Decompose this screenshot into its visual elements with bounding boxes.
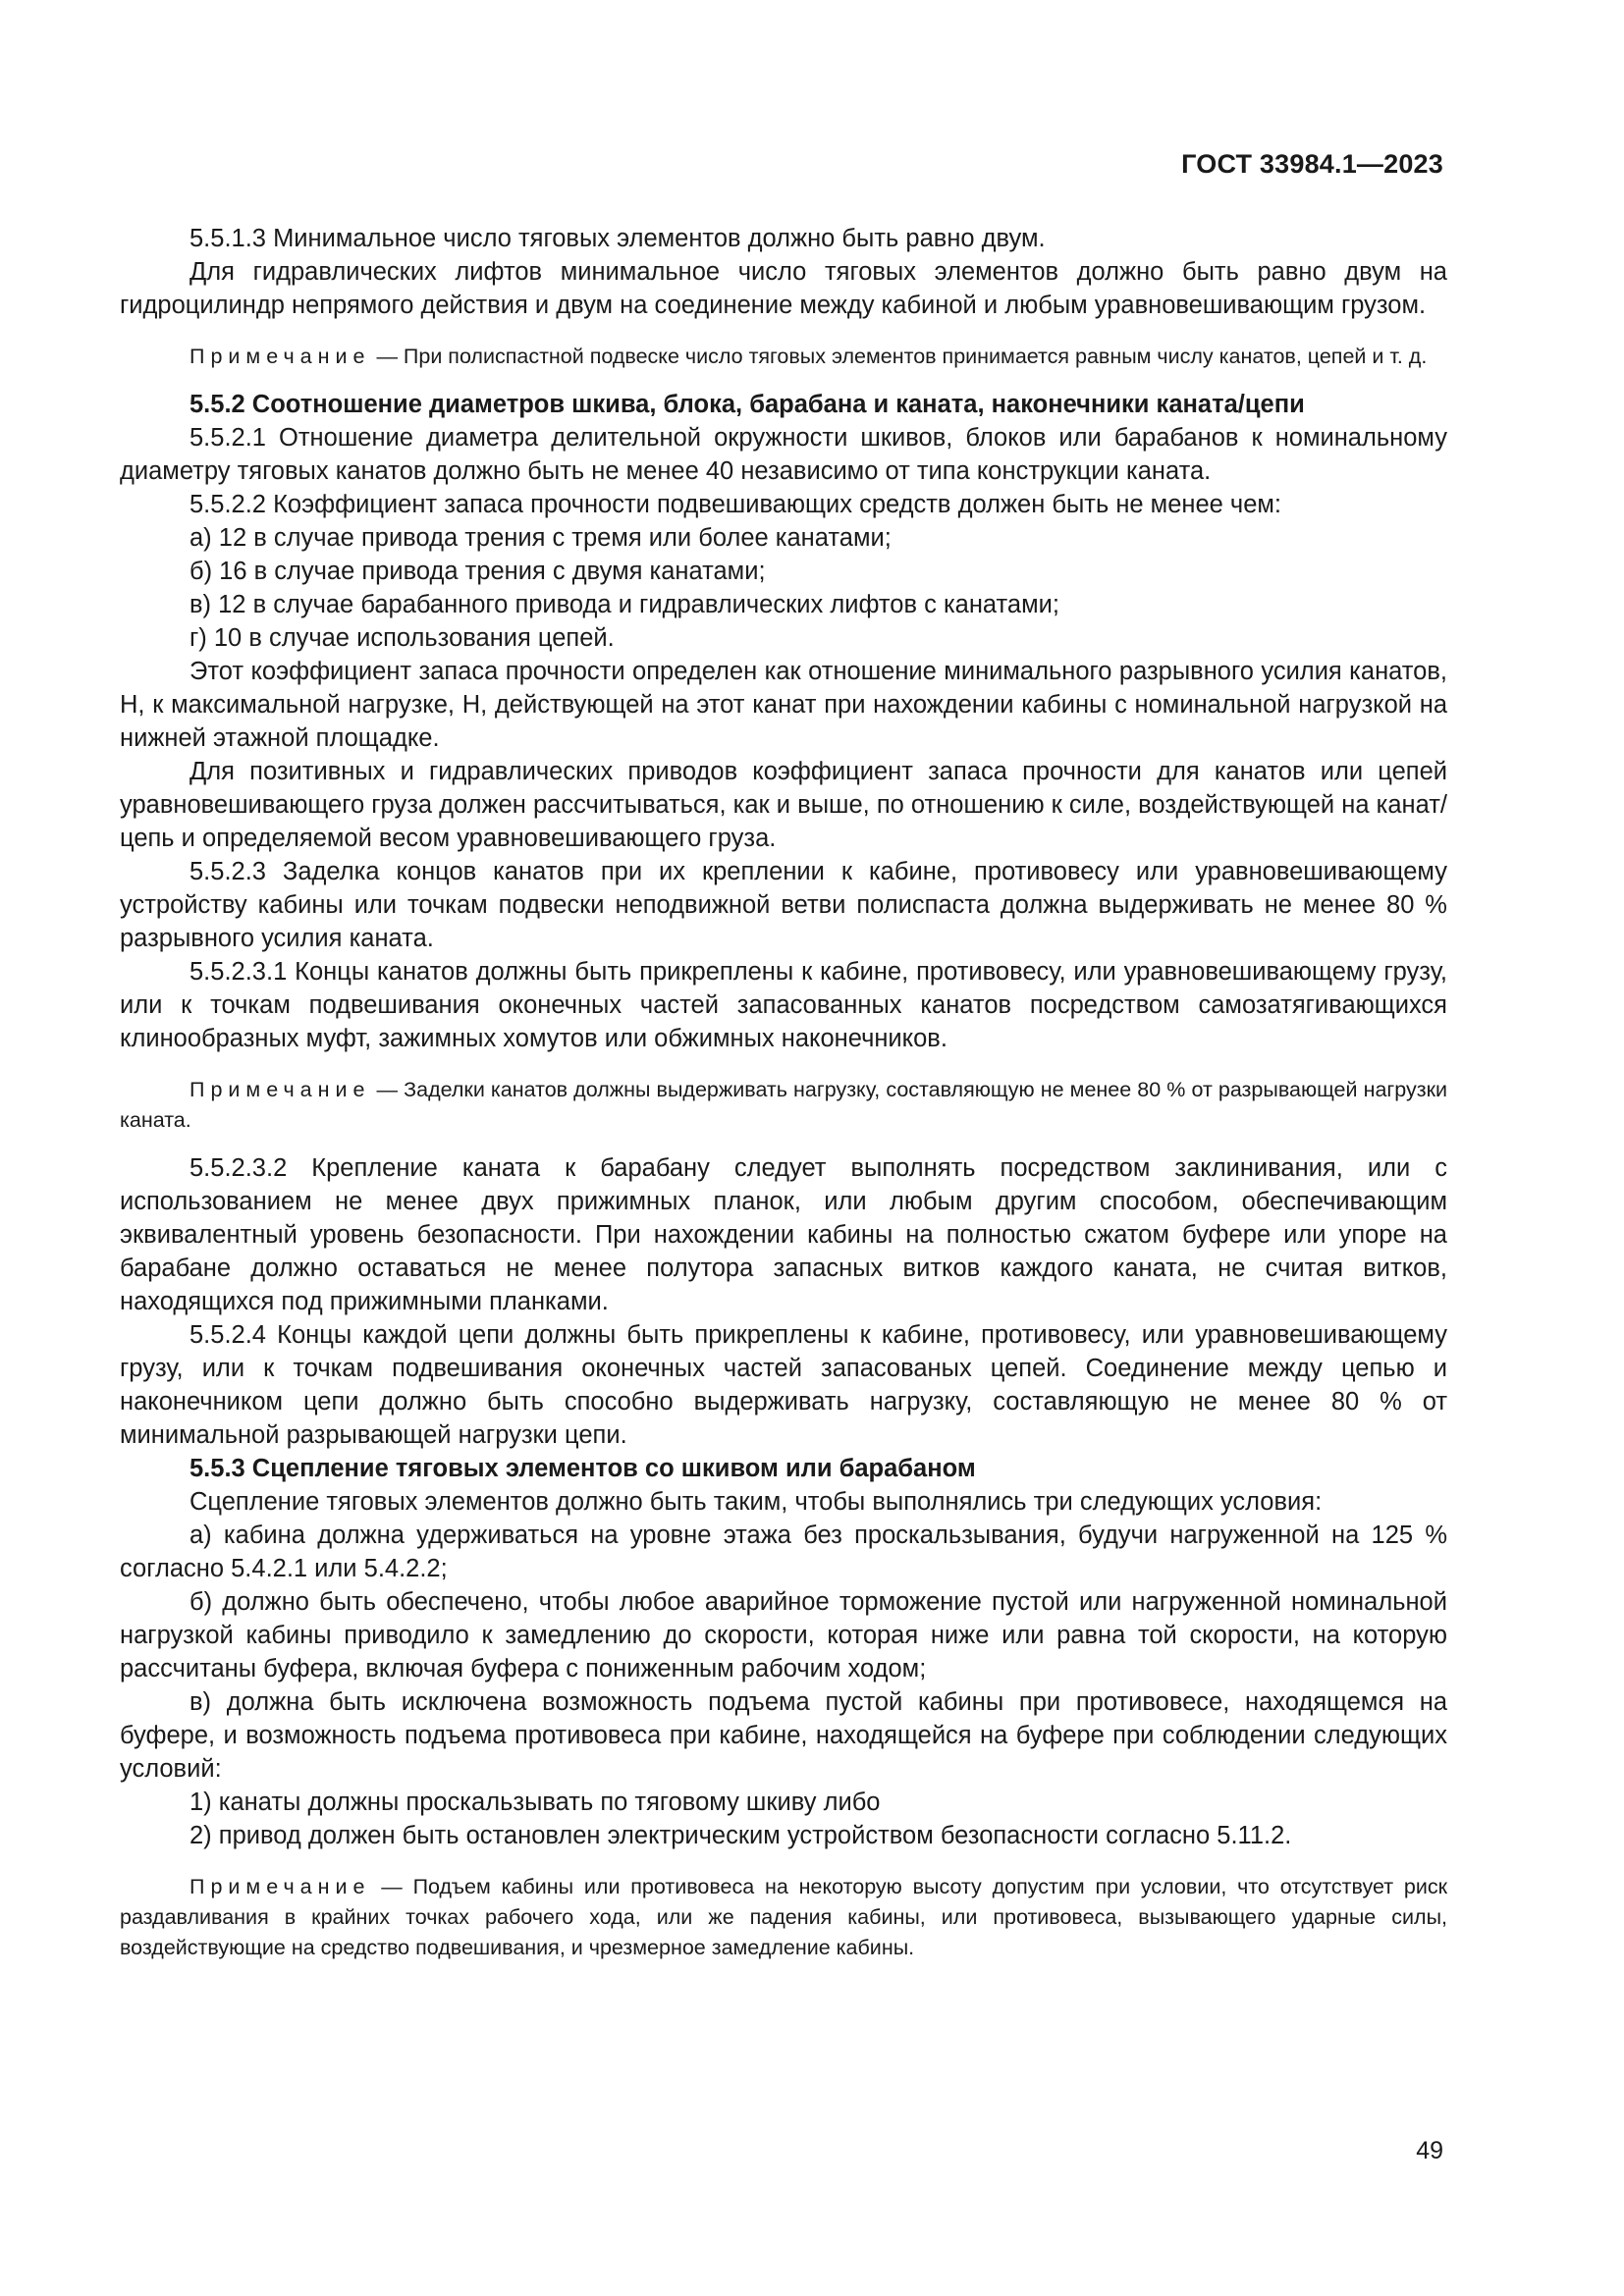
- condition-v: в) должна быть исключена возможность подъема пустой кабины при противовесе, находящемся на буфере, и возможность подъема противовеса при кабине, находящейся на буфере при соблюдении следующих условий:: [120, 1688, 1447, 1783]
- note-text: — Подъем кабины или противовеса на некоторую высоту допустим при условии, что отсутствует риск раздавливания в крайних точках рабочего хода, или же падения кабины, или противовеса, вызывающего ударные силы, воздействующие на средство подвешивания, и чрезмерное замедление кабины.: [120, 1875, 1447, 1959]
- list-item-a: а) 12 в случае привода трения с тремя или более канатами;: [189, 524, 892, 552]
- section-heading-5-5-3: 5.5.3 Сцепление тяговых элементов со шкивом или барабаном: [189, 1455, 976, 1482]
- section-heading-5-5-2: 5.5.2 Соотношение диаметров шкива, блока, барабана и каната, наконечники каната/цепи: [189, 391, 1305, 418]
- note-text: — Заделки канатов должны выдерживать нагрузку, составляющую не менее 80 % от разрывающей нагрузки каната.: [120, 1078, 1447, 1132]
- page-number: 49: [1416, 2137, 1443, 2164]
- note-label: Примечание: [189, 345, 371, 368]
- paragraph-hydraulic-lifts: Для гидравлических лифтов минимальное число тяговых элементов должно быть равно двум на гидроцилиндр непрямого действия и двум на соединение между кабиной и любым уравновешивающим грузом.: [120, 258, 1447, 319]
- note-label: Примечание: [189, 1078, 371, 1101]
- note-text: — При полиспастной подвеске число тяговых элементов принимается равным числу канатов, цепей и т. д.: [376, 345, 1428, 368]
- paragraph-positive-drives: Для позитивных и гидравлических приводов коэффициент запаса прочности для канатов или цепей уравновешивающего груза должен рассчитываться, как и выше, по отношению к силе, воздействующей на канат/цепь и определяемой весом уравновешивающего груза.: [120, 758, 1447, 852]
- page-body: [120, 222, 1447, 1963]
- subcondition-2: 2) привод должен быть остановлен электрическим устройством безопасности согласно 5.11.2.: [189, 1822, 1292, 1849]
- note-polyspast: [120, 342, 1447, 372]
- paragraph-5-5-2-1: 5.5.2.1 Отношение диаметра делительной окружности шкивов, блоков или барабанов к номинальному диаметру тяговых канатов должно быть не менее 40 независимо от типа конструкции каната.: [120, 424, 1447, 485]
- condition-b: б) должно быть обеспечено, чтобы любое аварийное торможение пустой или нагруженной номинальной нагрузкой кабины приводило к замедлению до скорости, которая ниже или равна той скорости, на которую рассчитаны буфера, включая буфера с пониженным рабочим ходом;: [120, 1588, 1447, 1682]
- note-rope-terminations: [120, 1075, 1447, 1136]
- paragraph-5-5-2-3-2: 5.5.2.3.2 Крепление каната к барабану следует выполнять посредством заклинивания, или с использованием не менее двух прижимных планок, или любым другим способом, обеспечивающим эквивалентный уровень безопасности. При нахождении кабины на полностью сжатом буфере или упоре на барабане должно оставаться не менее полутора запасных витков каждого каната, не считая витков, находящихся под прижимными планками.: [120, 1154, 1447, 1315]
- paragraph-5-5-1-3: 5.5.1.3 Минимальное число тяговых элементов должно быть равно двум.: [189, 225, 1046, 252]
- paragraph-5-5-2-3-1: 5.5.2.3.1 Концы канатов должны быть прикреплены к кабине, противовесу, или уравновешивающему грузу, или к точкам подвешивания оконечных частей запасованных канатов посредством самозатягивающихся клинообразных муфт, зажимных хомутов или обжимных наконечников.: [120, 958, 1447, 1052]
- document-code-header: ГОСТ 33984.1—2023: [1181, 149, 1443, 179]
- subcondition-1: 1) канаты должны проскальзывать по тяговому шкиву либо: [189, 1789, 881, 1816]
- paragraph-safety-factor-definition: Этот коэффициент запаса прочности определен как отношение минимального разрывного усилия канатов, Н, к максимальной нагрузке, Н, действующей на этот канат при нахождении кабины с номинальной нагрузкой на нижней этажной площадке.: [120, 658, 1447, 752]
- paragraph-traction-conditions: Сцепление тяговых элементов должно быть таким, чтобы выполнялись три следующих условия:: [189, 1488, 1323, 1516]
- list-item-v: в) 12 в случае барабанного привода и гидравлических лифтов с канатами;: [189, 591, 1059, 618]
- condition-a: а) кабина должна удерживаться на уровне этажа без проскальзывания, будучи нагруженной на 125 % согласно 5.4.2.1 или 5.4.2.2;: [120, 1522, 1447, 1582]
- paragraph-5-5-2-4: 5.5.2.4 Концы каждой цепи должны быть прикреплены к кабине, противовесу, или уравновешивающему грузу, или к точкам подвешивания оконечных частей запасованых цепей. Соединение между цепью и наконечником цепи должно быть способно выдерживать нагрузку, составляющую не менее 80 % от минимальной разрывающей нагрузки цепи.: [120, 1321, 1447, 1449]
- note-lifting-cabin: [120, 1872, 1447, 1963]
- list-item-b: б) 16 в случае привода трения с двумя канатами;: [189, 558, 766, 585]
- paragraph-5-5-2-3: 5.5.2.3 Заделка концов канатов при их креплении к кабине, противовесу или уравновешивающему устройству кабины или точкам подвески неподвижной ветви полиспаста должна выдерживать не менее 80 % разрывного усилия каната.: [120, 858, 1447, 952]
- paragraph-5-5-2-2: 5.5.2.2 Коэффициент запаса прочности подвешивающих средств должен быть не менее чем:: [189, 491, 1282, 518]
- note-label: Примечание: [189, 1875, 371, 1898]
- list-item-g: г) 10 в случае использования цепей.: [189, 624, 615, 652]
